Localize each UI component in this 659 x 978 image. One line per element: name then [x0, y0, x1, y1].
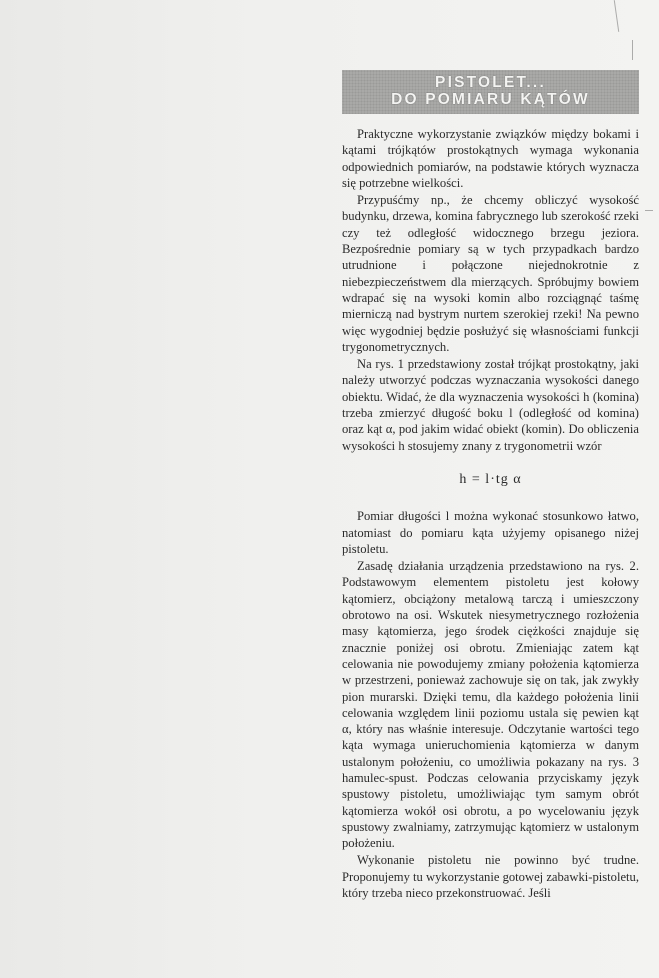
article-title-line-2: DO POMIARU KĄTÓW	[391, 91, 590, 108]
paragraph: Przypuśćmy np., że chcemy obliczyć wysokość budynku, drzewa, komina fabrycznego lub szerokość rzeki czy też odległość widocznego brzegu jeziora. Bezpośrednie pomiary są w tych przypadkach bardzo utrudnione i połączone niejednokrotnie z niebezpieczeństwem dla mierzących. Spróbujmy bowiem wdrapać się na wysoki komin albo rozciągnąć taśmę mierniczą nad bystrym nurtem szerokiej rzeki! Na pewno więc wygodniej będzie posłużyć się własnościami funkcji trygonometrycznych.	[342, 193, 639, 354]
article-body	[342, 126, 639, 901]
article-title-line-1: PISTOLET...	[435, 74, 546, 91]
paragraph: Na rys. 1 przedstawiony został trójkąt prostokątny, jaki należy utworzyć podczas wyznaczania wysokości danego obiektu. Widać, że dla wyznaczenia wysokości h (komina) trzeba zmierzyć długość boku l (odległość od komina) oraz kąt α, pod jakim widać obiekt (komin). Do obliczenia wysokości h stosujemy znany z trygonometrii wzór	[342, 357, 639, 453]
paragraph: Zasadę działania urządzenia przedstawiono na rys. 2. Podstawowym elementem pistoletu jest kołowy kątomierz, obciążony metalową tarczą i umieszczony obrotowo na osi. Wskutek niesymetrycznego rozłożenia masy kątomierza, jego środek ciężkości znajduje się znacznie poniżej osi obrotu. Zmieniając zatem kąt celowania nie powodujemy zmiany położenia kątomierza w przestrzeni, ponieważ zachowuje się on tak, jak zwykły pion murarski. Dzięki temu, dla każdego położenia linii celowania względem linii poziomu ustala się pewien kąt α, który nas właśnie interesuje. Odczytanie wartości tego kąta wymaga unieruchomienia kątomierza w danym ustalonym położeniu, co umożliwia pokazany na rys. 3 hamulec-spust. Podczas celowania przyciskamy język spustowy pistoletu, umożliwiając tym samym obrót kątomierza wokół osi obrotu, a po wycelowaniu język spustowy zwalniamy, zatrzymując kątomierz w ustalonym położeniu.	[342, 559, 639, 851]
paragraph: Wykonanie pistoletu nie powinno być trudne. Proponujemy tu wykorzystanie gotowej zabawki-pistoletu, który trzeba nieco przekonstruować. Jeśli	[342, 853, 639, 901]
formula: h = l·tg α	[459, 471, 522, 487]
article-title-banner	[342, 70, 639, 114]
scan-artifact	[645, 210, 653, 211]
scan-artifact	[614, 0, 619, 32]
paragraph: Pomiar długości l można wykonać stosunkowo łatwo, natomiast do pomiaru kąta użyjemy opisanego niżej pistoletu.	[342, 509, 639, 556]
scan-artifact	[632, 40, 633, 60]
paragraph: Praktyczne wykorzystanie związków między bokami i kątami trójkątów prostokątnych wymaga wykonania odpowiednich pomiarów, na podstawie których wyznacza się potrzebne wielkości.	[342, 127, 639, 190]
